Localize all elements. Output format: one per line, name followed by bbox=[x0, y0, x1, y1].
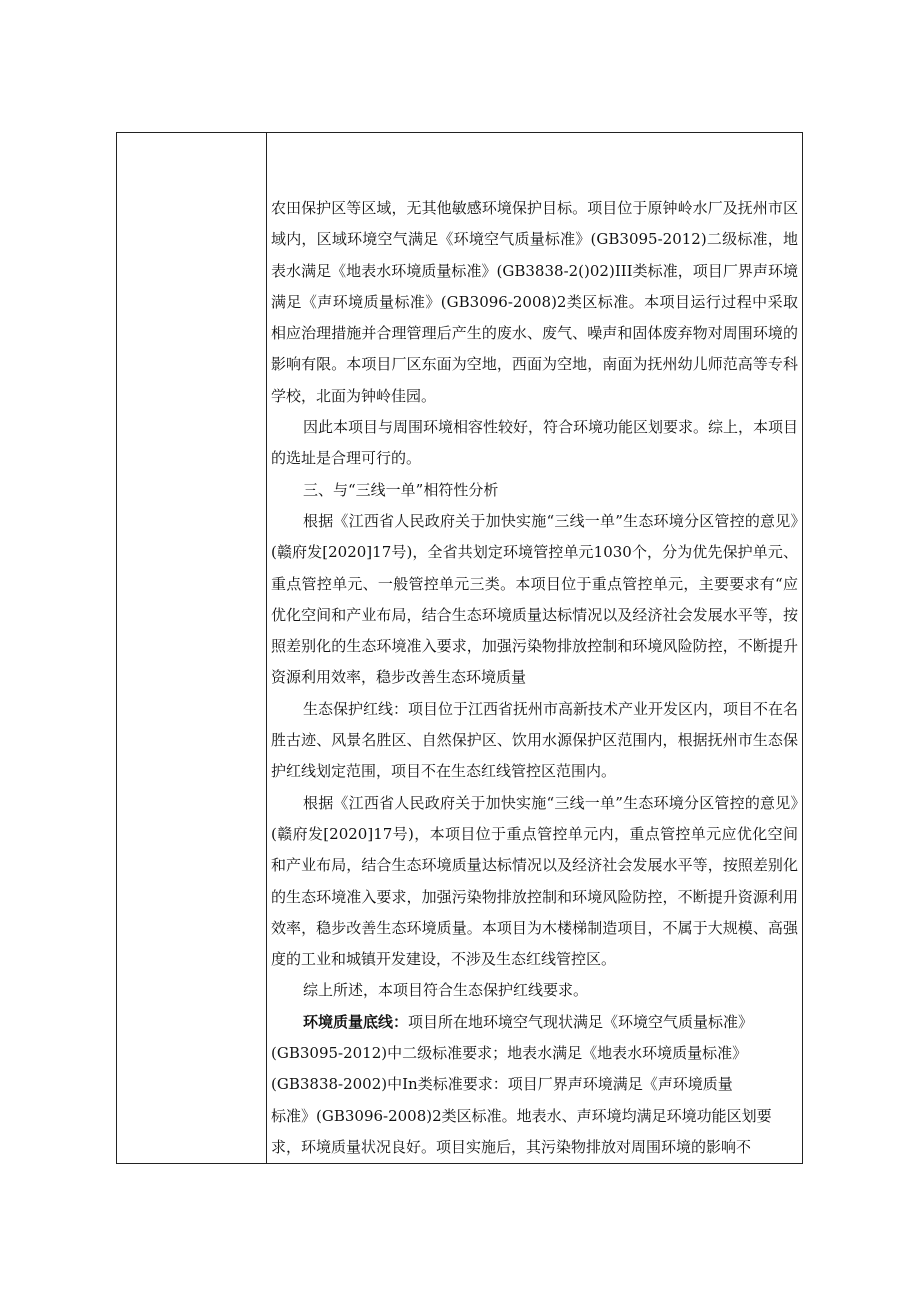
environmental-quality-line-5: 求，环境质量状况良好。项目实施后，其污染物排放对周围环境的影响不 bbox=[271, 1137, 752, 1156]
content-table bbox=[116, 132, 803, 1164]
paragraph-site-environment: 农田保护区等区域，无其他敏感环境保护目标。项目位于原钟岭水厂及抚州市区域内，区域环境空气满足《环境空气质量标准》(GB3095-2012)二级标准，地表水满足《地表水环境质量标准》(GB3838-2()02)III类标准，项目厂界声环境满足《声环境质量标准》(GB3096-2008)2类区标准。本项目运行过程中采取相应治理措施并合理管理后产生的废水、废气、噪声和固体废弃物对周围环境的影响有限。本项目厂区东面为空地，西面为空地，南面为抚州幼儿师范高等专科学校，北面为钟岭佳园。 bbox=[271, 199, 798, 405]
paragraph-site-conclusion: 因此本项目与周围环境相容性较好，符合环境功能区划要求。综上，本项目的选址是合理可行的。 bbox=[271, 418, 799, 468]
section-heading-three-lines-one-list: 三、与“三线一单”相符性分析 bbox=[303, 480, 499, 499]
environmental-quality-label: 环境质量底线： bbox=[303, 1012, 409, 1031]
environmental-quality-line-4: 标准》(GB3096-2008)2类区标准。地表水、声环境均满足环境功能区划要 bbox=[271, 1106, 772, 1125]
environmental-quality-line-3: (GB3838-2002)中In类标准要求：项目厂界声环境满足《声环境质量 bbox=[271, 1075, 733, 1094]
paragraph-environmental-quality bbox=[271, 1007, 798, 1038]
paragraph-redline-conclusion: 综上所述，本项目符合生态保护红线要求。 bbox=[303, 981, 589, 1000]
table-label-column bbox=[117, 133, 267, 1163]
environmental-quality-line-2: (GB3095-2012)中二级标准要求；地表水满足《地表水环境质量标准》 bbox=[271, 1044, 748, 1063]
environmental-quality-line-1: 项目所在地环境空气现状满足《环境空气质量标准》 bbox=[408, 1012, 754, 1031]
paragraph-key-control-unit: 根据《江西省人民政府关于加快实施“三线一单”生态环境分区管控的意见》(赣府发[2020]17号)，本项目位于重点管控单元内，重点管控单元应优化空间和产业布局，结合生态环境质量达标情况以及经济社会发展水平等，按照差别化的生态环境准入要求，加强污染物排放控制和环境风险防控，不断提升资源利用效率，稳步改善生态环境质量。本项目为木楼梯制造项目，不属于大规模、高强度的工业和城镇开发建设，不涉及生态红线管控区。 bbox=[271, 793, 798, 969]
body-text bbox=[271, 193, 798, 1163]
paragraph-ecological-redline: 生态保护红线：项目位于江西省抚州市高新技术产业开发区内，项目不在名胜古迹、风景名胜区、自然保护区、饮用水源保护区范围内，根据抚州市生态保护红线划定范围，项目不在生态红线管控区范围内。 bbox=[271, 699, 799, 781]
paragraph-zoning-opinion: 根据《江西省人民政府关于加快实施“三线一单”生态环境分区管控的意见》(赣府发[2020]17号)，全省共划定环境管控单元1030个，分为优先保护单元、重点管控单元、一般管控单元三类。本项目位于重点管控单元，主要要求有“应优化空间和产业布局，结合生态环境质量达标情况以及经济社会发展水平等，按照差别化的生态环境准入要求，加强污染物排放控制和环境风险防控，不断提升资源利用效率，稳步改善生态环境质量 bbox=[271, 511, 798, 687]
table-content-column bbox=[268, 133, 802, 1163]
